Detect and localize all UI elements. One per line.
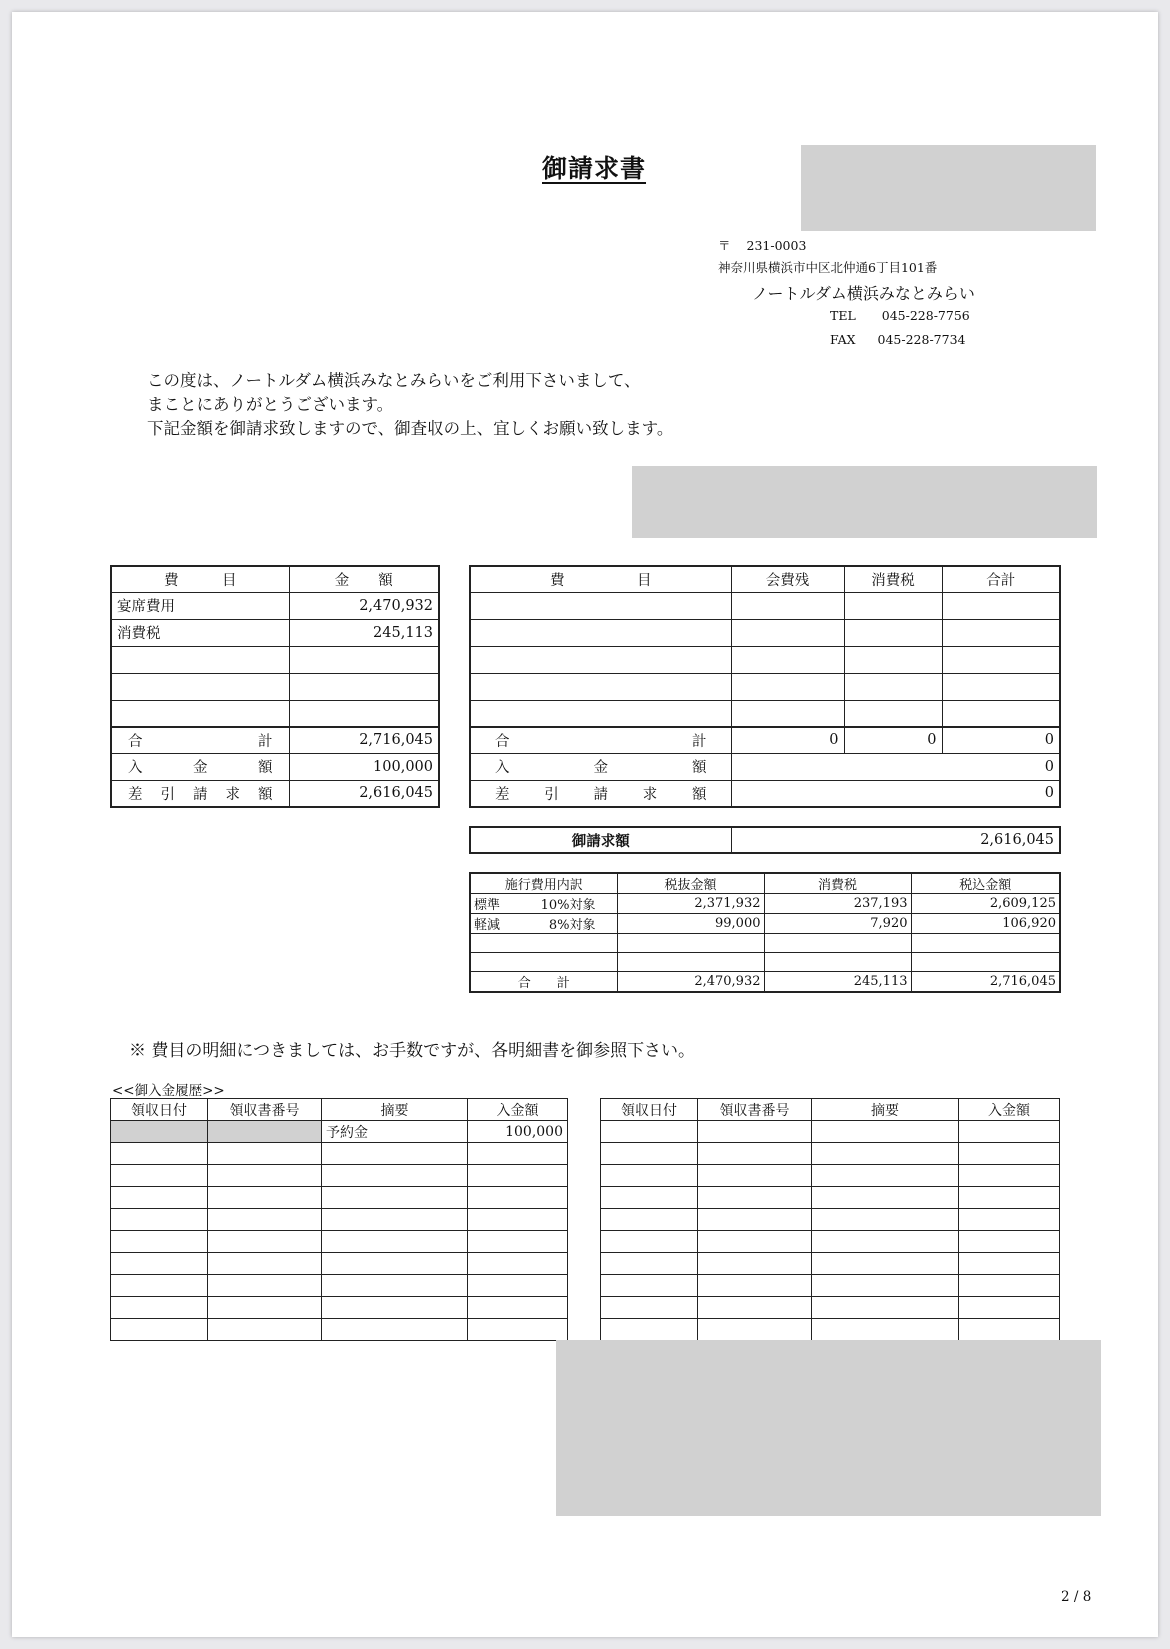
empty-cell bbox=[601, 1231, 698, 1253]
breakdown-total-label: 合 計 bbox=[470, 972, 617, 993]
header-payment-amount: 入金額 bbox=[468, 1099, 568, 1121]
empty-cell bbox=[812, 1209, 959, 1231]
sender-address: 神奈川県横浜市中区北仲通6丁目101番 bbox=[718, 260, 938, 275]
payment-history-caption: <<御入金履歴>> bbox=[112, 1083, 225, 1099]
redacted-receipt-number bbox=[208, 1121, 322, 1143]
postal-mark: 〒 bbox=[718, 238, 731, 253]
greeting-line: この度は、ノートルダム横浜みなとみらいをご利用下さいまして、 bbox=[147, 371, 641, 390]
empty-cell bbox=[601, 1187, 698, 1209]
empty-cell bbox=[812, 1319, 959, 1341]
empty-cell bbox=[731, 619, 844, 646]
total-sum: 0 bbox=[942, 727, 1060, 753]
empty-cell bbox=[322, 1275, 468, 1297]
redacted-receipt-date bbox=[111, 1121, 208, 1143]
invoice-amount-box bbox=[469, 826, 1061, 854]
total-label: 合 計 bbox=[470, 727, 731, 753]
empty-cell bbox=[601, 1297, 698, 1319]
header-total: 合計 bbox=[942, 566, 1060, 592]
empty-cell bbox=[942, 592, 1060, 619]
empty-cell bbox=[289, 646, 439, 673]
header-receipt-date: 領収日付 bbox=[601, 1099, 698, 1121]
empty-cell bbox=[601, 1209, 698, 1231]
empty-cell bbox=[959, 1187, 1060, 1209]
tel-line bbox=[830, 308, 970, 323]
empty-cell bbox=[698, 1319, 812, 1341]
tax-amount: 237,193 bbox=[764, 894, 911, 914]
empty-cell bbox=[111, 1187, 208, 1209]
empty-cell bbox=[111, 1275, 208, 1297]
payment-history-table-left bbox=[110, 1098, 568, 1341]
document-title: 御請求書 bbox=[542, 154, 647, 183]
empty-cell bbox=[942, 646, 1060, 673]
empty-cell bbox=[468, 1275, 568, 1297]
empty-cell bbox=[698, 1121, 812, 1143]
fax-label: FAX bbox=[830, 332, 856, 347]
empty-cell bbox=[470, 592, 731, 619]
empty-cell bbox=[322, 1297, 468, 1319]
empty-cell bbox=[468, 1253, 568, 1275]
header-amount: 金 額 bbox=[289, 566, 439, 592]
item-label: 宴席費用 bbox=[111, 592, 289, 619]
balance-amount: 2,616,045 bbox=[289, 780, 439, 807]
empty-cell bbox=[601, 1165, 698, 1187]
header-excl-tax: 税抜金額 bbox=[617, 873, 764, 894]
fax-number: 045-228-7734 bbox=[877, 332, 966, 347]
rate-label: 10%対象 bbox=[540, 898, 596, 913]
empty-cell bbox=[468, 1231, 568, 1253]
empty-cell bbox=[322, 1165, 468, 1187]
empty-cell bbox=[208, 1297, 322, 1319]
empty-cell bbox=[844, 592, 942, 619]
empty-cell bbox=[111, 1297, 208, 1319]
tel-number: 045-228-7756 bbox=[881, 308, 970, 323]
empty-cell bbox=[111, 1231, 208, 1253]
total-membership-balance: 0 bbox=[731, 727, 844, 753]
empty-cell bbox=[208, 1253, 322, 1275]
paid-amount: 0 bbox=[731, 753, 1060, 780]
header-item: 費 目 bbox=[111, 566, 289, 592]
empty-cell bbox=[959, 1319, 1060, 1341]
empty-cell bbox=[942, 619, 1060, 646]
empty-cell bbox=[208, 1209, 322, 1231]
item-amount: 2,470,932 bbox=[289, 592, 439, 619]
empty-cell bbox=[601, 1319, 698, 1341]
empty-cell bbox=[470, 934, 617, 953]
empty-cell bbox=[698, 1187, 812, 1209]
header-incl-tax: 税込金額 bbox=[911, 873, 1060, 894]
greeting-line: 下記金額を御請求致しますので、御査収の上、宜しくお願い致します。 bbox=[147, 419, 674, 438]
header-tax: 消費税 bbox=[764, 873, 911, 894]
empty-cell bbox=[111, 1143, 208, 1165]
item-amount: 245,113 bbox=[289, 619, 439, 646]
empty-cell bbox=[208, 1231, 322, 1253]
empty-cell bbox=[468, 1209, 568, 1231]
right-summary-table bbox=[469, 565, 1061, 808]
empty-cell bbox=[470, 673, 731, 700]
greeting-line: まことにありがとうございます。 bbox=[147, 395, 394, 414]
empty-cell bbox=[601, 1253, 698, 1275]
payment-description: 予約金 bbox=[322, 1121, 468, 1143]
empty-cell bbox=[844, 673, 942, 700]
total-label: 合 計 bbox=[111, 727, 289, 753]
empty-cell bbox=[812, 1297, 959, 1319]
empty-cell bbox=[698, 1165, 812, 1187]
empty-cell bbox=[698, 1297, 812, 1319]
empty-cell bbox=[617, 953, 764, 972]
empty-cell bbox=[731, 673, 844, 700]
breakdown-total-excl: 2,470,932 bbox=[617, 972, 764, 993]
payment-history-table-right bbox=[600, 1098, 1060, 1341]
header-tax: 消費税 bbox=[844, 566, 942, 592]
empty-cell bbox=[468, 1187, 568, 1209]
empty-cell bbox=[698, 1231, 812, 1253]
empty-cell bbox=[812, 1275, 959, 1297]
excl-amount: 99,000 bbox=[617, 914, 764, 934]
header-payment-amount: 入金額 bbox=[959, 1099, 1060, 1121]
empty-cell bbox=[698, 1253, 812, 1275]
empty-cell bbox=[601, 1143, 698, 1165]
empty-cell bbox=[959, 1253, 1060, 1275]
redacted-recipient-block bbox=[801, 145, 1096, 231]
empty-cell bbox=[322, 1143, 468, 1165]
empty-cell bbox=[289, 700, 439, 727]
empty-cell bbox=[208, 1319, 322, 1341]
header-receipt-date: 領収日付 bbox=[111, 1099, 208, 1121]
postal-code: 231-0003 bbox=[746, 238, 807, 253]
empty-cell bbox=[111, 646, 289, 673]
empty-cell bbox=[731, 646, 844, 673]
paid-amount: 100,000 bbox=[289, 753, 439, 780]
empty-cell bbox=[764, 953, 911, 972]
empty-cell bbox=[959, 1297, 1060, 1319]
empty-cell bbox=[942, 673, 1060, 700]
empty-cell bbox=[468, 1143, 568, 1165]
greeting-text bbox=[147, 369, 673, 441]
empty-cell bbox=[959, 1121, 1060, 1143]
rate-cell bbox=[470, 914, 617, 934]
excl-amount: 2,371,932 bbox=[617, 894, 764, 914]
tax-amount: 7,920 bbox=[764, 914, 911, 934]
empty-cell bbox=[698, 1275, 812, 1297]
empty-cell bbox=[111, 1209, 208, 1231]
empty-cell bbox=[959, 1209, 1060, 1231]
empty-cell bbox=[601, 1121, 698, 1143]
balance-label: 差引請求額 bbox=[111, 780, 289, 807]
empty-cell bbox=[322, 1187, 468, 1209]
header-item: 費 目 bbox=[470, 566, 731, 592]
empty-cell bbox=[959, 1143, 1060, 1165]
sender-name: ノートルダム横浜みなとみらい bbox=[752, 284, 975, 303]
invoice-amount-value: 2,616,045 bbox=[731, 827, 1060, 853]
empty-cell bbox=[289, 673, 439, 700]
empty-cell bbox=[111, 1253, 208, 1275]
fax-line bbox=[830, 332, 965, 347]
payment-amount: 100,000 bbox=[468, 1121, 568, 1143]
empty-cell bbox=[731, 592, 844, 619]
tel-label: TEL bbox=[830, 308, 856, 323]
balance-amount: 0 bbox=[731, 780, 1060, 807]
rate-label: 8%対象 bbox=[548, 918, 596, 933]
header-breakdown: 施行費用内訳 bbox=[470, 873, 617, 894]
paid-label: 入 金 額 bbox=[111, 753, 289, 780]
empty-cell bbox=[322, 1231, 468, 1253]
empty-cell bbox=[470, 700, 731, 727]
empty-cell bbox=[959, 1231, 1060, 1253]
empty-cell bbox=[470, 619, 731, 646]
empty-cell bbox=[844, 700, 942, 727]
details-note: ※ 費目の明細につきましては、お手数ですが、各明細書を御参照下さい。 bbox=[129, 1041, 696, 1061]
empty-cell bbox=[322, 1319, 468, 1341]
empty-cell bbox=[111, 1319, 208, 1341]
incl-amount: 106,920 bbox=[911, 914, 1060, 934]
empty-cell bbox=[812, 1231, 959, 1253]
empty-cell bbox=[764, 934, 911, 953]
empty-cell bbox=[844, 646, 942, 673]
breakdown-total-incl: 2,716,045 bbox=[911, 972, 1060, 993]
empty-cell bbox=[111, 673, 289, 700]
empty-cell bbox=[812, 1121, 959, 1143]
invoice-page bbox=[12, 12, 1158, 1637]
header-membership-balance: 会費残 bbox=[731, 566, 844, 592]
empty-cell bbox=[208, 1165, 322, 1187]
empty-cell bbox=[601, 1275, 698, 1297]
empty-cell bbox=[959, 1275, 1060, 1297]
empty-cell bbox=[111, 700, 289, 727]
empty-cell bbox=[911, 953, 1060, 972]
empty-cell bbox=[208, 1275, 322, 1297]
left-summary-table bbox=[110, 565, 440, 808]
incl-amount: 2,609,125 bbox=[911, 894, 1060, 914]
empty-cell bbox=[812, 1165, 959, 1187]
postal-line bbox=[718, 236, 806, 254]
total-tax: 0 bbox=[844, 727, 942, 753]
empty-cell bbox=[208, 1187, 322, 1209]
empty-cell bbox=[812, 1253, 959, 1275]
rate-type: 標準 bbox=[474, 898, 501, 913]
balance-label: 差引請求額 bbox=[470, 780, 731, 807]
total-amount: 2,716,045 bbox=[289, 727, 439, 753]
rate-cell bbox=[470, 894, 617, 914]
header-receipt-number: 領収書番号 bbox=[698, 1099, 812, 1121]
empty-cell bbox=[698, 1143, 812, 1165]
empty-cell bbox=[322, 1253, 468, 1275]
empty-cell bbox=[470, 646, 731, 673]
header-description: 摘要 bbox=[812, 1099, 959, 1121]
empty-cell bbox=[468, 1165, 568, 1187]
redacted-stamp-block bbox=[556, 1340, 1101, 1516]
empty-cell bbox=[468, 1319, 568, 1341]
empty-cell bbox=[322, 1209, 468, 1231]
header-description: 摘要 bbox=[322, 1099, 468, 1121]
empty-cell bbox=[208, 1143, 322, 1165]
breakdown-total-tax: 245,113 bbox=[764, 972, 911, 993]
empty-cell bbox=[617, 934, 764, 953]
empty-cell bbox=[942, 700, 1060, 727]
empty-cell bbox=[698, 1209, 812, 1231]
empty-cell bbox=[111, 1165, 208, 1187]
redacted-info-block bbox=[632, 466, 1097, 538]
tax-breakdown-table bbox=[469, 872, 1061, 993]
empty-cell bbox=[911, 934, 1060, 953]
empty-cell bbox=[812, 1143, 959, 1165]
empty-cell bbox=[468, 1297, 568, 1319]
empty-cell bbox=[844, 619, 942, 646]
rate-type: 軽減 bbox=[474, 918, 501, 933]
header-receipt-number: 領収書番号 bbox=[208, 1099, 322, 1121]
empty-cell bbox=[731, 700, 844, 727]
paid-label: 入 金 額 bbox=[470, 753, 731, 780]
empty-cell bbox=[959, 1165, 1060, 1187]
empty-cell bbox=[812, 1187, 959, 1209]
invoice-amount-label: 御請求額 bbox=[470, 827, 731, 853]
page-number: 2 / 8 bbox=[1061, 1589, 1092, 1605]
empty-cell bbox=[470, 953, 617, 972]
item-label: 消費税 bbox=[111, 619, 289, 646]
